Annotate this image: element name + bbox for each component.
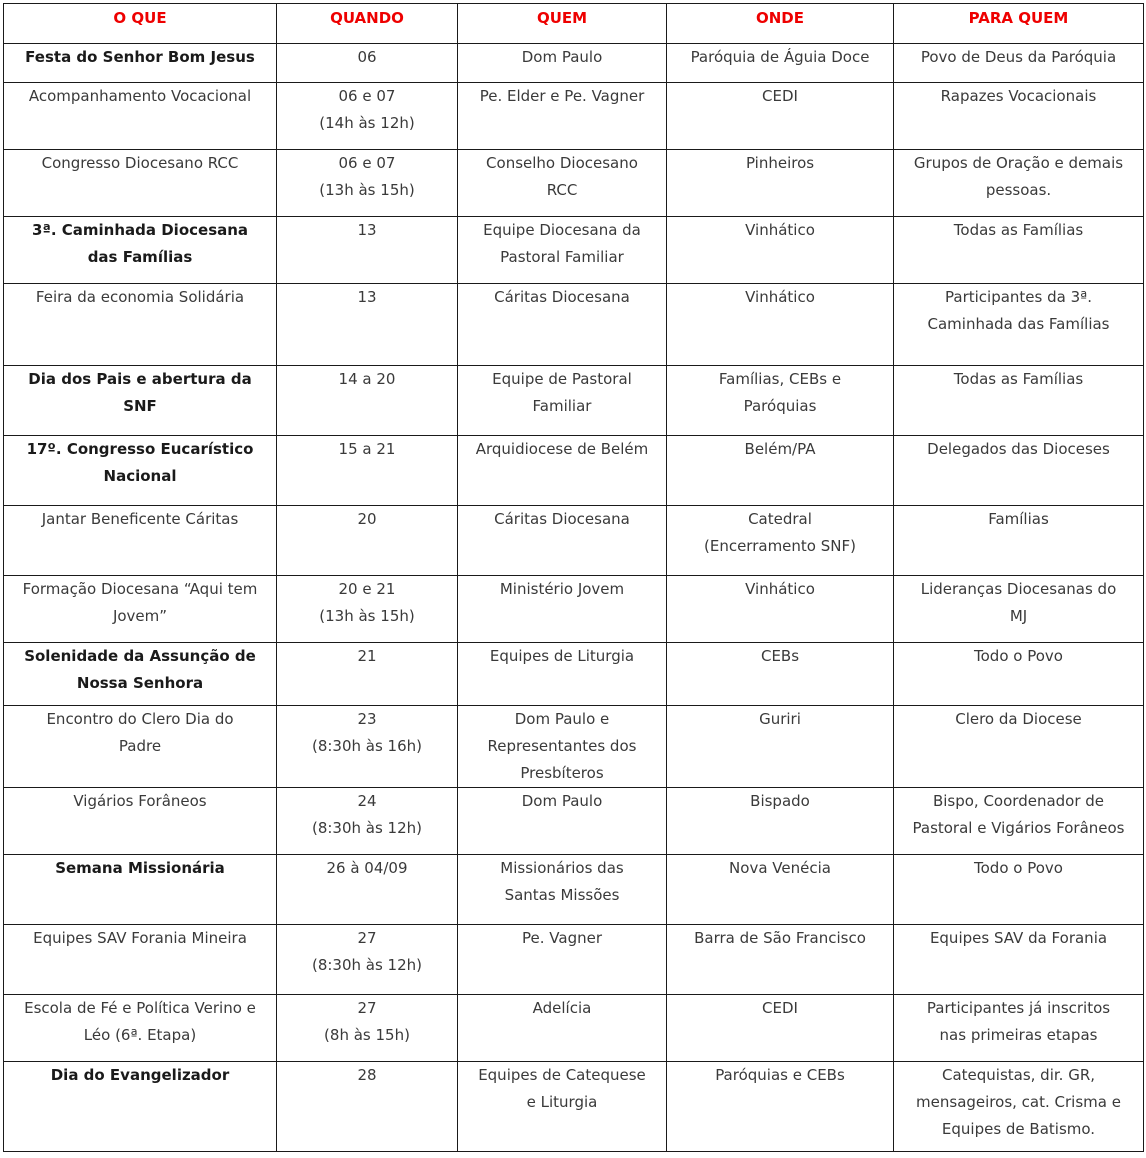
table-row: [4, 44, 1144, 83]
cell-o-que: [4, 1062, 277, 1152]
cell-line: Grupos de Oração e demais: [913, 154, 1124, 172]
cell-para-quem: [894, 576, 1144, 643]
cell-line: Acompanhamento Vocacional: [28, 87, 252, 105]
table-row: [4, 366, 1144, 436]
header-row: [4, 4, 1144, 44]
cell-line: Equipe Diocesana da: [483, 221, 641, 239]
cell-onde: [667, 643, 894, 706]
cell-line: pessoas.: [985, 181, 1052, 199]
cell-line: (13h às 15h): [319, 607, 415, 625]
cell-quem: [458, 643, 667, 706]
cell-line: MJ: [1009, 607, 1028, 625]
header-onde: ONDE: [667, 4, 894, 44]
cell-onde: [667, 150, 894, 217]
cell-line: Familiar: [532, 397, 592, 415]
cell-line: (Encerramento SNF): [704, 537, 856, 555]
cell-line: 21: [357, 647, 377, 665]
cell-quando: [277, 576, 458, 643]
table-row: [4, 284, 1144, 366]
cell-line: Arquidiocese de Belém: [475, 440, 649, 458]
cell-line: Adelícia: [532, 999, 592, 1017]
table-row: [4, 643, 1144, 706]
cell-line: SNF: [123, 397, 157, 415]
cell-onde: [667, 217, 894, 284]
cell-line: Pe. Elder e Pe. Vagner: [479, 87, 645, 105]
cell-para-quem: [894, 284, 1144, 366]
cell-o-que: [4, 925, 277, 995]
cell-onde: [667, 706, 894, 788]
cell-onde: [667, 925, 894, 995]
cell-line: Rapazes Vocacionais: [940, 87, 1097, 105]
cell-line: Bispo, Coordenador de: [932, 792, 1105, 810]
cell-line: CEDI: [762, 87, 798, 105]
cell-line: Povo de Deus da Paróquia: [920, 48, 1117, 66]
cell-line: Vigários Forâneos: [73, 792, 207, 810]
cell-para-quem: [894, 83, 1144, 150]
cell-o-que: [4, 150, 277, 217]
cell-line: Nossa Senhora: [76, 674, 204, 692]
cell-line: Participantes da 3ª.: [945, 288, 1092, 306]
cell-line: Festa do Senhor Bom Jesus: [25, 48, 255, 66]
cell-para-quem: [894, 150, 1144, 217]
cell-line: Ministério Jovem: [499, 580, 625, 598]
cell-line: Famílias, CEBs e: [718, 370, 842, 388]
cell-line: 27: [357, 999, 377, 1017]
cell-quando: [277, 788, 458, 855]
cell-line: 13: [357, 221, 377, 239]
cell-line: Conselho Diocesano: [486, 154, 638, 172]
table-row: [4, 788, 1144, 855]
cell-quando: [277, 284, 458, 366]
cell-line: 06: [357, 48, 377, 66]
cell-quando: [277, 366, 458, 436]
cell-o-que: [4, 576, 277, 643]
cell-line: Equipes SAV Forania Mineira: [33, 929, 247, 947]
cell-line: RCC: [546, 181, 578, 199]
header-para-quem: PARA QUEM: [894, 4, 1144, 44]
cell-line: 15 a 21: [338, 440, 396, 458]
cell-line: Equipes de Liturgia: [489, 647, 635, 665]
table-row: [4, 150, 1144, 217]
cell-o-que: [4, 855, 277, 925]
cell-para-quem: [894, 855, 1144, 925]
cell-o-que: [4, 706, 277, 788]
cell-o-que: [4, 995, 277, 1062]
cell-onde: [667, 366, 894, 436]
cell-line: Catedral: [748, 510, 812, 528]
cell-line: Presbíteros: [520, 764, 604, 782]
cell-line: Todo o Povo: [974, 647, 1063, 665]
cell-quando: [277, 217, 458, 284]
cell-line: Padre: [118, 737, 162, 755]
cell-line: Cáritas Diocesana: [494, 510, 630, 528]
cell-o-que: [4, 83, 277, 150]
cell-line: CEDI: [762, 999, 798, 1017]
cell-line: Encontro do Clero Dia do: [46, 710, 234, 728]
cell-line: Congresso Diocesano RCC: [41, 154, 239, 172]
cell-quando: [277, 706, 458, 788]
cell-para-quem: [894, 436, 1144, 506]
cell-line: Catequistas, dir. GR,: [941, 1066, 1096, 1084]
cell-line: Representantes dos: [487, 737, 637, 755]
cell-quem: [458, 150, 667, 217]
cell-line: Pe. Vagner: [522, 929, 602, 947]
cell-para-quem: [894, 366, 1144, 436]
cell-line: 06 e 07: [338, 154, 396, 172]
cell-para-quem: [894, 925, 1144, 995]
cell-quem: [458, 506, 667, 576]
cell-quem: [458, 1062, 667, 1152]
cell-line: 23: [357, 710, 377, 728]
cell-line: Pastoral e Vigários Forâneos: [912, 819, 1125, 837]
cell-line: Equipes de Batismo.: [941, 1120, 1096, 1138]
table-row: [4, 436, 1144, 506]
cell-line: Dia do Evangelizador: [50, 1066, 230, 1084]
table-row: [4, 576, 1144, 643]
cell-quem: [458, 706, 667, 788]
cell-line: Paróquias: [743, 397, 817, 415]
cell-line: Barra de São Francisco: [694, 929, 866, 947]
cell-onde: [667, 995, 894, 1062]
cell-para-quem: [894, 44, 1144, 83]
cell-line: (14h às 12h): [319, 114, 415, 132]
cell-line: Dia dos Pais e abertura da: [28, 370, 252, 388]
cell-line: mensageiros, cat. Crisma e: [916, 1093, 1121, 1111]
cell-line: Solenidade da Assunção de: [24, 647, 256, 665]
cell-quem: [458, 83, 667, 150]
cell-para-quem: [894, 217, 1144, 284]
cell-para-quem: [894, 706, 1144, 788]
cell-para-quem: [894, 506, 1144, 576]
cell-line: Lideranças Diocesanas do: [920, 580, 1117, 598]
cell-quando: [277, 855, 458, 925]
cell-quando: [277, 1062, 458, 1152]
cell-line: Equipes de Catequese: [478, 1066, 646, 1084]
cell-line: Todo o Povo: [974, 859, 1063, 877]
cell-onde: [667, 576, 894, 643]
cell-o-que: [4, 643, 277, 706]
table-row: [4, 1062, 1144, 1152]
cell-line: CEBs: [760, 647, 800, 665]
cell-quem: [458, 995, 667, 1062]
cell-line: Dom Paulo e: [514, 710, 610, 728]
cell-line: Vinhático: [745, 221, 815, 239]
cell-para-quem: [894, 788, 1144, 855]
header-quem: QUEM: [458, 4, 667, 44]
cell-line: 06 e 07: [338, 87, 396, 105]
cell-o-que: [4, 217, 277, 284]
cell-o-que: [4, 436, 277, 506]
cell-line: Nova Venécia: [729, 859, 831, 877]
cell-line: Participantes já inscritos: [926, 999, 1111, 1017]
cell-line: 24: [357, 792, 377, 810]
cell-quem: [458, 925, 667, 995]
table-row: [4, 995, 1144, 1062]
cell-o-que: [4, 284, 277, 366]
cell-line: Todas as Famílias: [953, 221, 1084, 239]
cell-onde: [667, 506, 894, 576]
cell-quando: [277, 436, 458, 506]
cell-line: Semana Missionária: [55, 859, 225, 877]
cell-line: Feira da economia Solidária: [35, 288, 245, 306]
cell-line: Dom Paulo: [521, 48, 603, 66]
cell-line: Caminhada das Famílias: [927, 315, 1110, 333]
cell-line: Formação Diocesana “Aqui tem: [22, 580, 258, 598]
cell-line: Pastoral Familiar: [500, 248, 624, 266]
cell-line: 17º. Congresso Eucarístico: [26, 440, 254, 458]
cell-line: Clero da Diocese: [955, 710, 1082, 728]
table-row: [4, 855, 1144, 925]
table-row: [4, 217, 1144, 284]
cell-onde: [667, 855, 894, 925]
cell-quem: [458, 436, 667, 506]
cell-line: Paróquia de Águia Doce: [690, 48, 870, 66]
cell-onde: [667, 284, 894, 366]
table-row: [4, 506, 1144, 576]
cell-line: Léo (6ª. Etapa): [83, 1026, 197, 1044]
cell-line: nas primeiras etapas: [939, 1026, 1098, 1044]
cell-line: 14 a 20: [338, 370, 396, 388]
cell-line: 13: [357, 288, 377, 306]
cell-line: (8:30h às 12h): [311, 819, 423, 837]
cell-line: 28: [357, 1066, 377, 1084]
cell-line: Famílias: [988, 510, 1049, 528]
cell-quem: [458, 44, 667, 83]
cell-quem: [458, 855, 667, 925]
cell-onde: [667, 788, 894, 855]
cell-line: 3ª. Caminhada Diocesana: [31, 221, 249, 239]
cell-quando: [277, 643, 458, 706]
header-quando: QUANDO: [277, 4, 458, 44]
cell-o-que: [4, 788, 277, 855]
cell-line: Equipes SAV da Forania: [929, 929, 1108, 947]
cell-para-quem: [894, 995, 1144, 1062]
cell-line: Cáritas Diocesana: [494, 288, 630, 306]
cell-line: Escola de Fé e Política Verino e: [24, 999, 256, 1017]
table-row: [4, 83, 1144, 150]
cell-line: 27: [357, 929, 377, 947]
cell-quem: [458, 788, 667, 855]
cell-line: Nacional: [103, 467, 177, 485]
cell-line: Jantar Beneficente Cáritas: [41, 510, 239, 528]
cell-line: Dom Paulo: [521, 792, 603, 810]
cell-line: Missionários das: [500, 859, 624, 877]
cell-line: Equipe de Pastoral: [492, 370, 632, 388]
cell-quem: [458, 576, 667, 643]
cell-line: 20: [357, 510, 377, 528]
table-row: [4, 706, 1144, 788]
cell-line: Bispado: [750, 792, 810, 810]
cell-quando: [277, 83, 458, 150]
cell-line: Vinhático: [745, 288, 815, 306]
cell-line: Todas as Famílias: [953, 370, 1084, 388]
cell-quem: [458, 366, 667, 436]
cell-para-quem: [894, 1062, 1144, 1152]
cell-o-que: [4, 44, 277, 83]
cell-quando: [277, 995, 458, 1062]
cell-o-que: [4, 366, 277, 436]
cell-quando: [277, 506, 458, 576]
cell-line: (8:30h às 16h): [311, 737, 423, 755]
cell-line: Paróquias e CEBs: [715, 1066, 845, 1084]
cell-onde: [667, 1062, 894, 1152]
cell-line: Santas Missões: [504, 886, 620, 904]
cell-line: e Liturgia: [526, 1093, 598, 1111]
cell-quando: [277, 44, 458, 83]
cell-line: (13h às 15h): [319, 181, 415, 199]
cell-quem: [458, 217, 667, 284]
cell-line: (8:30h às 12h): [311, 956, 423, 974]
cell-para-quem: [894, 643, 1144, 706]
cell-onde: [667, 436, 894, 506]
cell-quando: [277, 150, 458, 217]
cell-line: Vinhático: [745, 580, 815, 598]
cell-quem: [458, 284, 667, 366]
cell-onde: [667, 83, 894, 150]
cell-line: Jovem”: [112, 607, 168, 625]
schedule-table: [3, 3, 1144, 1152]
cell-quando: [277, 925, 458, 995]
cell-onde: [667, 44, 894, 83]
cell-line: Guriri: [759, 710, 801, 728]
cell-line: Belém/PA: [744, 440, 816, 458]
cell-line: 20 e 21: [338, 580, 396, 598]
table-row: [4, 925, 1144, 995]
cell-line: Delegados das Dioceses: [927, 440, 1110, 458]
header-o-que: O QUE: [4, 4, 277, 44]
cell-line: Pinheiros: [745, 154, 815, 172]
cell-o-que: [4, 506, 277, 576]
cell-line: (8h às 15h): [324, 1026, 410, 1044]
cell-line: 26 à 04/09: [326, 859, 408, 877]
cell-line: das Famílias: [87, 248, 193, 266]
